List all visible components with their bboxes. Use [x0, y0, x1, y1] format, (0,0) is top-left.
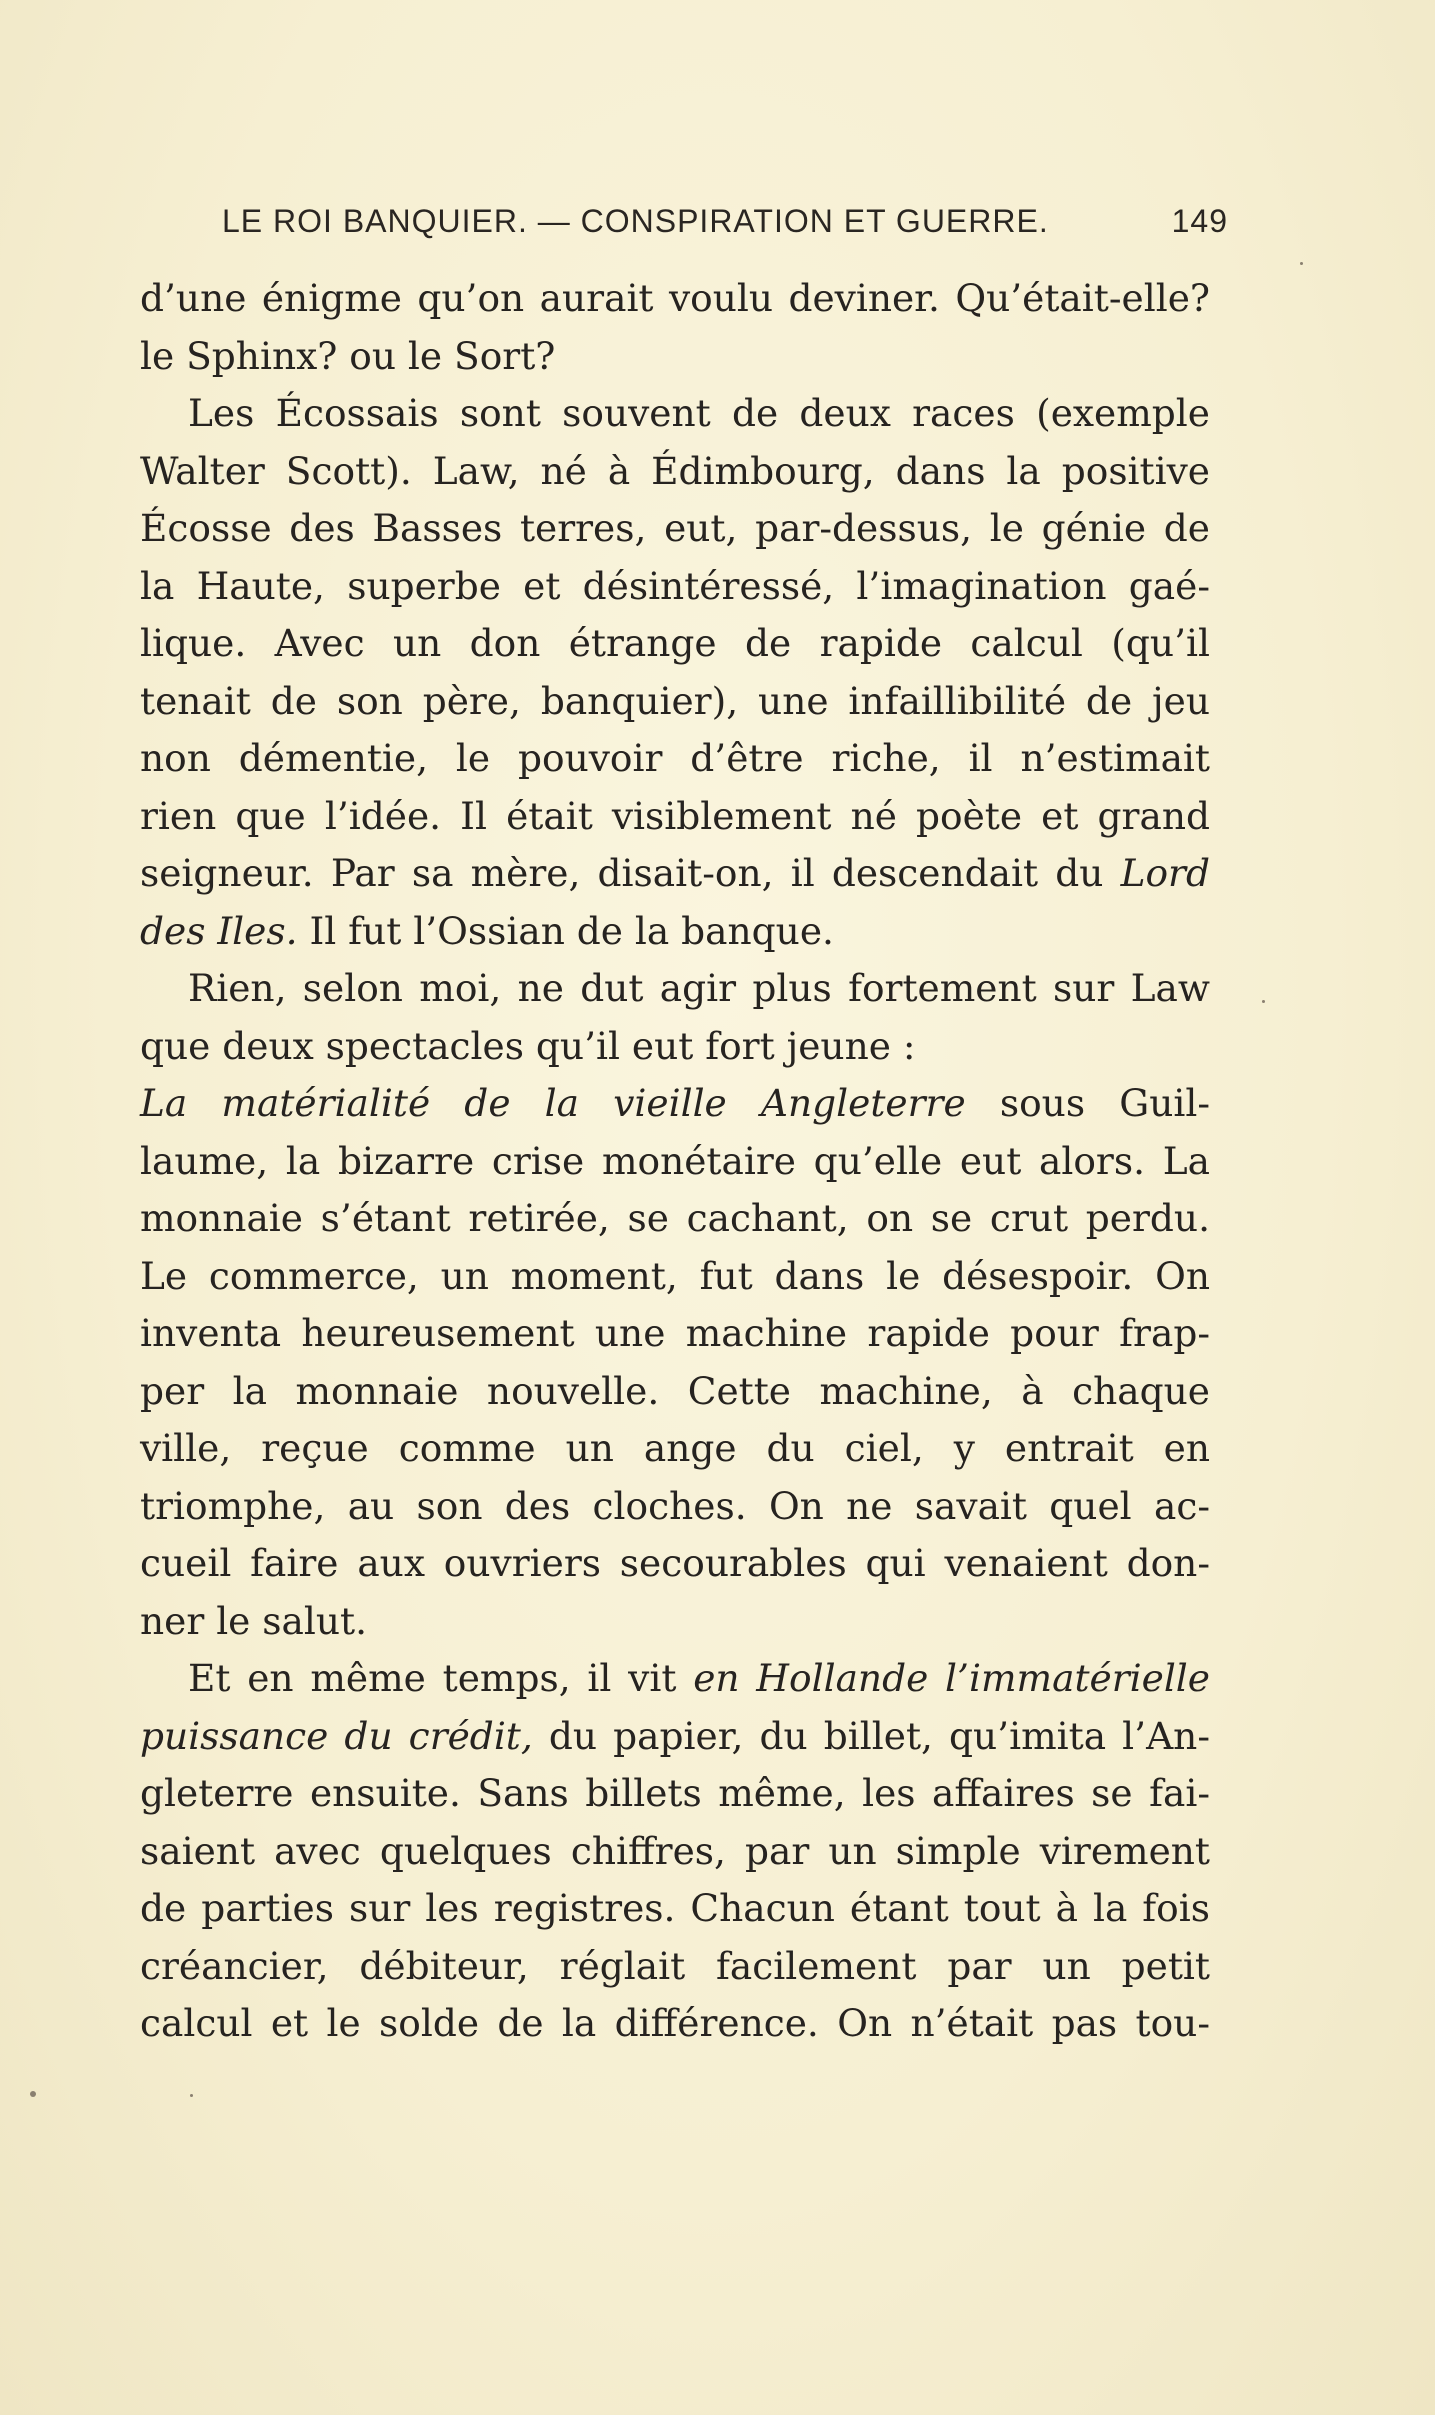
- body-text: [140, 270, 1210, 2053]
- text-line: [140, 443, 1210, 501]
- text-span: Écosse des Basses terres, eut, par-dessus, le génie de: [140, 506, 1210, 550]
- text-line: [140, 903, 1210, 961]
- text-line: [140, 558, 1210, 616]
- text-line: [140, 1823, 1210, 1881]
- text-line: [140, 788, 1210, 846]
- running-header: [222, 203, 1228, 240]
- text-line: [140, 1305, 1210, 1363]
- paper-speck: [30, 2091, 36, 2097]
- text-line: [140, 1190, 1210, 1248]
- text-line: [140, 1708, 1210, 1766]
- text-line: [140, 730, 1210, 788]
- text-span: la Haute, superbe et désintéressé, l’imagination gaé-: [140, 563, 1210, 608]
- italic-text: La matérialité de la vieille Angleterre: [140, 1081, 966, 1125]
- text-span: seigneur. Par sa mère, disait-on, il descendait du: [140, 851, 1121, 895]
- text-line: [140, 1478, 1210, 1536]
- text-span: le Sphinx? ou le Sort?: [140, 333, 556, 378]
- text-span: cueil faire aux ouvriers secourables qui venaient don-: [140, 1541, 1210, 1585]
- text-line: [140, 1765, 1210, 1823]
- text-span: créancier, débiteur, réglait facilement par un petit: [140, 1943, 1210, 1988]
- text-span: triomphe, au son des cloches. On ne savait quel ac-: [140, 1483, 1210, 1528]
- text-line: [140, 1995, 1210, 2053]
- paper-speck: [1300, 262, 1303, 265]
- text-line: [140, 1133, 1210, 1191]
- text-span: Il fut l’Ossian de la banque.: [297, 908, 834, 953]
- text-line: [140, 1420, 1210, 1478]
- text-span: ner le salut.: [140, 1598, 368, 1643]
- text-span: laume, la bizarre crise monétaire qu’elle eut alors. La: [140, 1138, 1210, 1183]
- text-span: d’une énigme qu’on aurait voulu deviner. Qu’était-elle?: [140, 276, 1210, 320]
- text-line: [140, 1363, 1210, 1421]
- paper-speck: [190, 2094, 193, 2097]
- italic-text: en Hollande l’immatérielle: [693, 1656, 1210, 1700]
- text-span: per la monnaie nouvelle. Cette machine, à chaque: [140, 1368, 1210, 1413]
- text-span: Rien, selon moi, ne dut agir plus fortement sur Law: [188, 966, 1210, 1010]
- text-span: lique. Avec un don étrange de rapide calcul (qu’il: [140, 621, 1210, 665]
- text-span: du papier, du billet, qu’imita l’An-: [532, 1713, 1210, 1758]
- text-span: de parties sur les registres. Chacun étant tout à la fois: [140, 1886, 1210, 1930]
- text-span: rien que l’idée. Il était visiblement né poète et grand: [140, 793, 1210, 838]
- page-number: 149: [1171, 203, 1228, 239]
- text-line: [140, 673, 1210, 731]
- text-span: tenait de son père, banquier), une infaillibilité de jeu: [140, 678, 1210, 723]
- text-line: [140, 1880, 1210, 1938]
- text-span: Walter Scott). Law, né à Édimbourg, dans la positive: [140, 448, 1210, 493]
- text-line: [140, 960, 1210, 1018]
- text-span: sous Guil-: [965, 1081, 1211, 1125]
- text-line: [140, 1018, 1210, 1076]
- text-line: [140, 1535, 1210, 1593]
- text-span: Et en même temps, il vit: [188, 1656, 694, 1700]
- text-span: inventa heureusement une machine rapide pour frap-: [140, 1311, 1210, 1355]
- text-line: [140, 1075, 1210, 1133]
- text-span: Le commerce, un moment, fut dans le désespoir. On: [140, 1253, 1210, 1298]
- text-span: saient avec quelques chiffres, par un simple virement: [140, 1828, 1210, 1873]
- paper-speck: [1262, 1000, 1265, 1003]
- text-line: [140, 1593, 1210, 1651]
- text-line: [140, 270, 1210, 328]
- text-line: [140, 1650, 1210, 1708]
- text-span: gleterre ensuite. Sans billets même, les affaires se fai-: [140, 1771, 1210, 1815]
- italic-text: puissance du crédit,: [140, 1713, 533, 1758]
- text-line: [140, 328, 1210, 386]
- text-line: [140, 500, 1210, 558]
- text-span: monnaie s’étant retirée, se cachant, on se crut perdu.: [140, 1196, 1210, 1240]
- text-span: non démentie, le pouvoir d’être riche, il n’estimait: [140, 736, 1210, 780]
- text-span: que deux spectacles qu’il eut fort jeune :: [140, 1023, 916, 1068]
- italic-text: des Iles.: [140, 908, 298, 953]
- text-line: [140, 615, 1210, 673]
- text-line: [140, 1938, 1210, 1996]
- text-span: Les Écossais sont souvent de deux races (exemple: [188, 391, 1210, 435]
- running-title: LE ROI BANQUIER. — CONSPIRATION ET GUERRE.: [222, 203, 1049, 239]
- text-line: [140, 845, 1210, 903]
- text-span: ville, reçue comme un ange du ciel, y entrait en: [140, 1426, 1210, 1470]
- text-line: [140, 385, 1210, 443]
- italic-text: Lord: [1120, 851, 1210, 895]
- text-span: calcul et le solde de la différence. On n’était pas tou-: [140, 2001, 1210, 2045]
- text-line: [140, 1248, 1210, 1306]
